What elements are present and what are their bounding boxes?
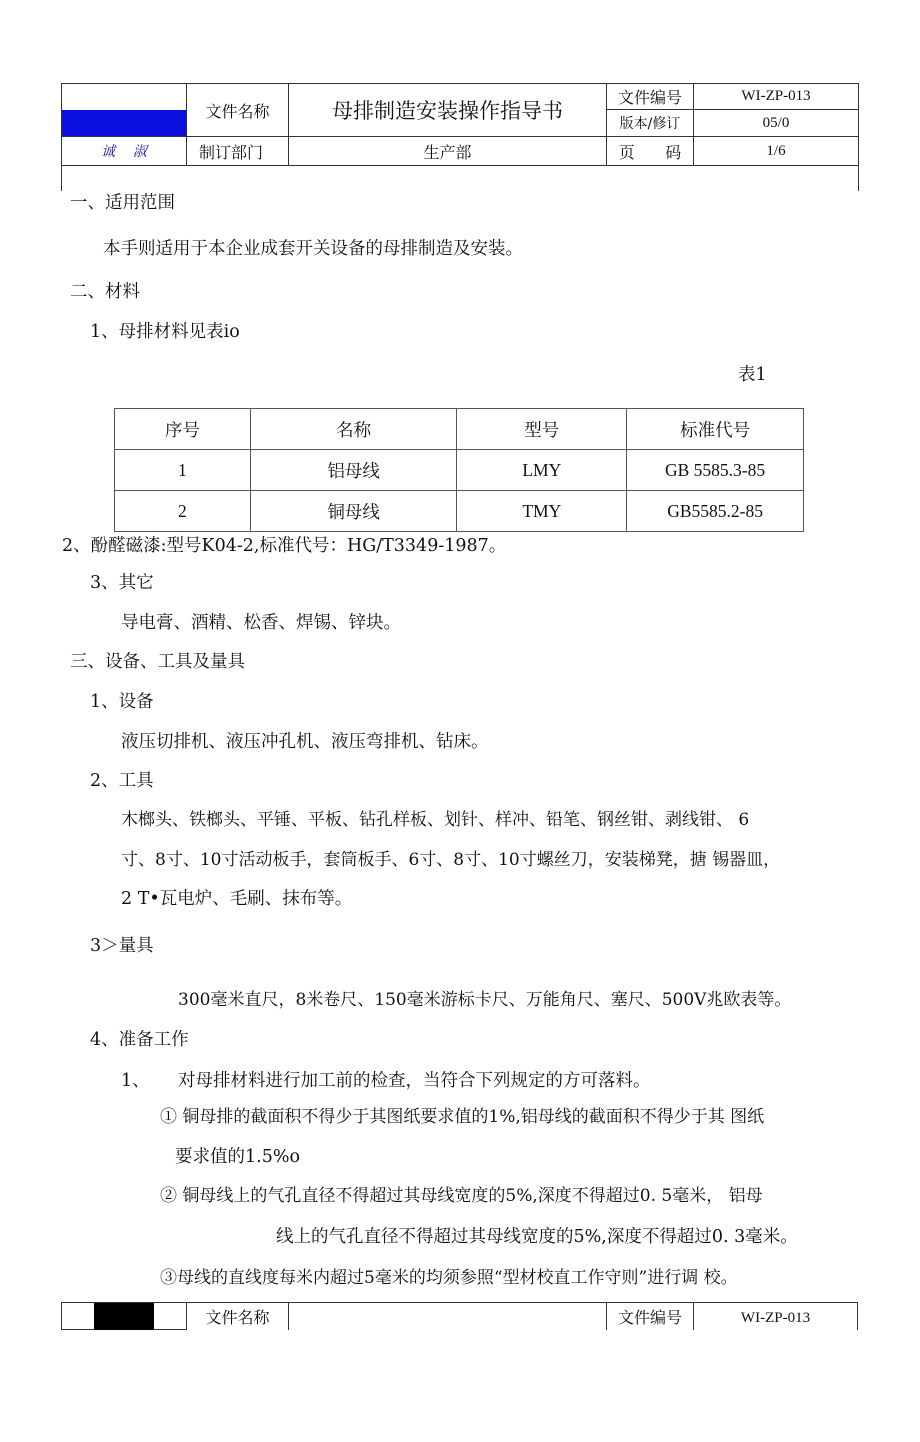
document-title: 母排制造安装操作指导书 — [332, 99, 563, 123]
subsection-heading: 1、设备 — [90, 692, 154, 712]
section-heading: 二、材料 — [70, 282, 140, 302]
table-cell: 1 — [115, 450, 251, 491]
table-cell: GB5585.2-85 — [627, 491, 804, 532]
version-label: 版本/修订 — [619, 116, 681, 132]
company-logo-block — [94, 1303, 154, 1330]
subsection-heading: 4、准备工作 — [90, 1030, 189, 1050]
page-footer-header — [61, 1302, 859, 1330]
paragraph: 2 T•瓦电炉、毛刷、抹布等。 — [121, 889, 353, 909]
dept-value: 生产部 — [423, 142, 472, 162]
table-header-cell: 名称 — [250, 409, 457, 450]
list-item: ③母线的直线度每米内超过5毫米的均须参照“型材校直工作守则”进行调 校。 — [160, 1268, 738, 1288]
file-number: WI-ZP-013 — [741, 88, 811, 104]
table-cell: LMY — [457, 450, 627, 491]
subsection-heading: 1、母排材料见表io — [90, 322, 240, 342]
file-number-label: 文件编号 — [617, 88, 682, 107]
paragraph: 液压切排机、液压冲孔机、液压弯排机、钻床。 — [121, 732, 489, 752]
paragraph: 木榔头、铁榔头、平锤、平板、钻孔样板、划针、样冲、铅笔、钢丝钳、剥线钳、 6 — [121, 810, 750, 830]
company-logo-block — [62, 110, 186, 136]
table-header-row — [115, 409, 804, 450]
section-heading: 三、设备、工具及量具 — [70, 652, 245, 672]
table-header-cell: 序号 — [115, 409, 251, 450]
footer-file-number: WI-ZP-013 — [740, 1310, 811, 1326]
table-header-cell: 型号 — [457, 409, 627, 450]
list-item: 线上的气孔直径不得超过其母线宽度的5%,深度不得超过0. 3毫米。 — [276, 1227, 798, 1247]
document-header — [61, 83, 859, 191]
paragraph: 本手则适用于本企业成套开关设备的母排制造及安装。 — [103, 239, 523, 259]
list-item: ② 铜母线上的气孔直径不得超过其母线宽度的5%,深度不得超过0. 5毫米， 铝母 — [160, 1186, 763, 1206]
table-header-cell: 标准代号 — [627, 409, 804, 450]
table-row — [115, 491, 804, 532]
dept-label: 制订部门 — [199, 142, 264, 162]
list-number: 1、 — [121, 1071, 150, 1091]
paragraph: 寸、8寸、10寸活动板手，套筒板手、6寸、8寸、10寸螺丝刀，安装梯凳，搪 锡器皿， — [121, 850, 781, 870]
materials-table — [114, 408, 804, 532]
table-caption: 表1 — [738, 365, 767, 385]
subsection-heading: 3、其它 — [90, 573, 154, 593]
paragraph: 300毫米直尺，8米卷尺、150毫米游标卡尺、万能角尺、塞尺、500V兆欧表等。 — [178, 990, 792, 1010]
page-number: 1/6 — [766, 142, 786, 159]
page-label: 页 码 — [618, 142, 682, 162]
table-cell: TMY — [457, 491, 627, 532]
table-cell: 铝母线 — [250, 450, 457, 491]
version-value: 05/0 — [762, 114, 790, 131]
subsection-heading: 2、酚醛磁漆:型号K04-2,标准代号：HG/T3349-1987。 — [62, 536, 507, 556]
company-name: 诚 淑 — [101, 144, 147, 160]
subsection-heading: 2、工具 — [90, 771, 154, 791]
table-row — [115, 450, 804, 491]
section-heading: 一、适用范围 — [70, 193, 175, 213]
table-cell: 2 — [115, 491, 251, 532]
list-item: ① 铜母排的截面积不得少于其图纸要求值的1%,铝母线的截面积不得少于其 图纸 — [160, 1107, 765, 1127]
table-cell: 铜母线 — [250, 491, 457, 532]
paragraph: 对母排材料进行加工前的检查，当符合下列规定的方可落料。 — [178, 1071, 651, 1091]
subsection-heading: 3＞量具 — [90, 936, 154, 956]
table-cell: GB 5585.3-85 — [627, 450, 804, 491]
list-item: 要求值的1.5%o — [175, 1147, 300, 1167]
file-name-label: 文件名称 — [205, 101, 270, 121]
footer-file-name-label: 文件名称 — [205, 1308, 270, 1327]
footer-file-number-label: 文件编号 — [617, 1308, 682, 1327]
paragraph: 导电膏、酒精、松香、焊锡、锌块。 — [121, 613, 401, 633]
